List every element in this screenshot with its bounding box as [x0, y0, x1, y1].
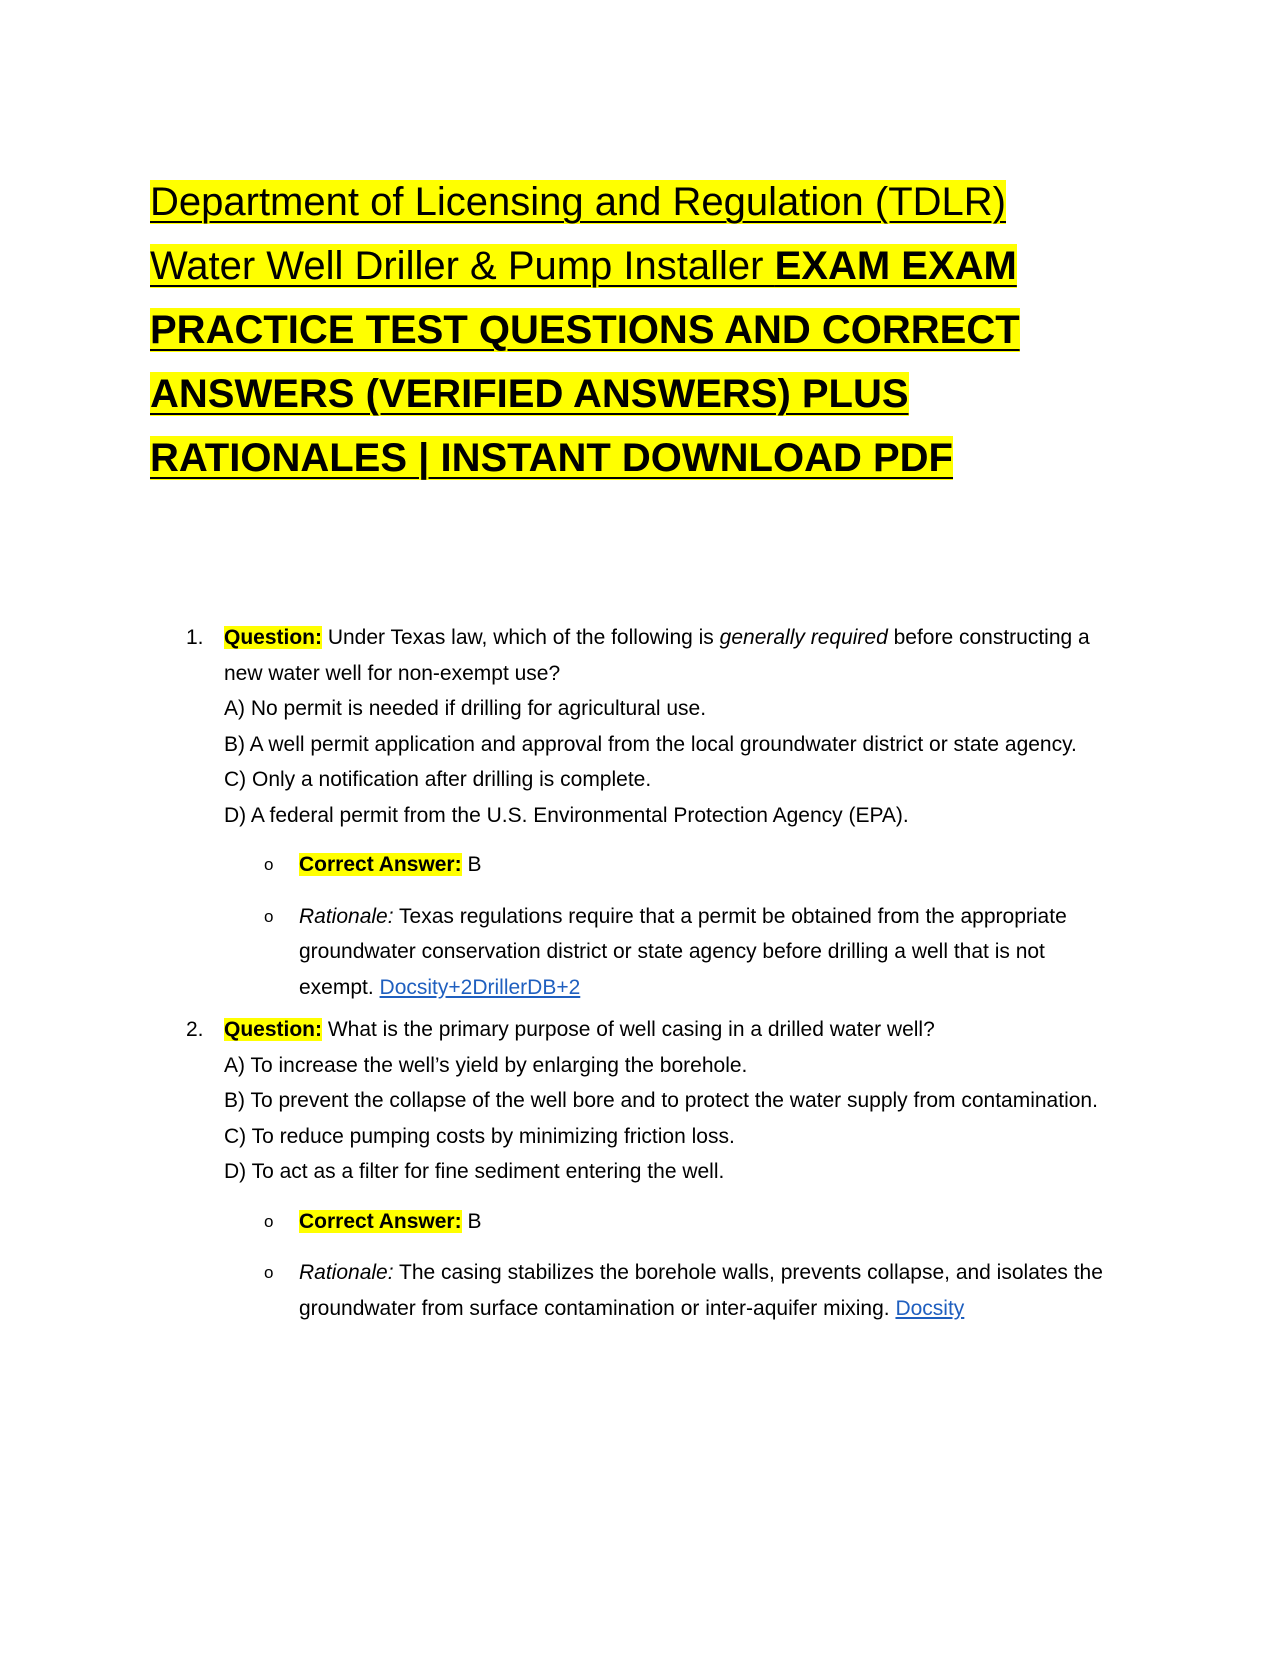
question-text-end: before constructing a new water well for non-exempt use?	[224, 626, 1090, 685]
option-d: D) A federal permit from the U.S. Environmental Protection Agency (EPA).	[224, 803, 909, 827]
question-number: 2.	[186, 1018, 204, 1041]
question-number: 1.	[186, 626, 204, 649]
rationale	[224, 1255, 1110, 1326]
correct-answer	[224, 1204, 1110, 1240]
option-a: A) To increase the well’s yield by enlarging the borehole.	[224, 1053, 748, 1077]
rationale-text: Texas regulations require that a permit be obtained from the appropriate groundwater conservation district or state agency before drilling a well that is not exempt.	[299, 904, 1067, 999]
question-text: What is the primary purpose of well casing in a drilled water well?	[322, 1018, 935, 1041]
bullet-icon: o	[264, 906, 274, 926]
question-label: Question:	[224, 626, 322, 649]
correct-answer-label: Correct Answer:	[299, 1209, 462, 1233]
rationale-text: The casing stabilizes the borehole walls, prevents collapse, and isolates the groundwater from surface contamination or inter-aquifer mixing.	[299, 1261, 1103, 1320]
answer-list	[224, 847, 1110, 1005]
bullet-icon: o	[264, 1263, 274, 1282]
title-regular-text: Department of Licensing and Regulation (TDLR) Water Well Driller & Pump Installer	[150, 180, 1006, 288]
option-a: A) No permit is needed if drilling for agricultural use.	[224, 697, 707, 720]
rationale-label: Rationale:	[299, 904, 394, 928]
correct-answer	[224, 847, 1110, 883]
option-b: B) To prevent the collapse of the well bore and to protect the water supply from contamination.	[224, 1089, 1098, 1112]
answer-list	[224, 1204, 1110, 1327]
option-c: C) Only a notification after drilling is complete.	[224, 768, 652, 791]
correct-answer-value: B	[461, 1209, 482, 1233]
rationale	[224, 899, 1110, 1006]
bullet-icon: o	[264, 855, 274, 874]
question-label: Question:	[224, 1018, 322, 1041]
source-link[interactable]: Docsity	[895, 1296, 965, 1320]
question-item-1	[0, 620, 1280, 1005]
bullet-icon: o	[264, 1211, 274, 1231]
question-text: Under Texas law, which of the following is	[322, 626, 720, 649]
option-d: D) To act as a filter for fine sediment entering the well.	[224, 1160, 725, 1183]
title-bold-text: EXAM EXAM PRACTICE TEST QUESTIONS AND CORRECT ANSWERS (VERIFIED ANSWERS) PLUS RATIONALES | INSTANT DOWNLOAD PDF	[150, 244, 1020, 480]
option-b: B) A well permit application and approval from the local groundwater district or state agency.	[224, 732, 1077, 756]
rationale-label: Rationale:	[299, 1261, 394, 1284]
question-emphasis: generally required	[719, 626, 888, 649]
correct-answer-label: Correct Answer:	[299, 853, 462, 876]
correct-answer-value: B	[461, 853, 482, 876]
option-c: C) To reduce pumping costs by minimizing friction loss.	[224, 1124, 735, 1148]
question-item-2	[0, 1012, 1280, 1326]
title-highlight	[150, 180, 1020, 480]
source-link[interactable]: Docsity+2DrillerDB+2	[379, 975, 581, 999]
question-list	[0, 620, 1280, 1326]
document-title	[150, 170, 1110, 490]
